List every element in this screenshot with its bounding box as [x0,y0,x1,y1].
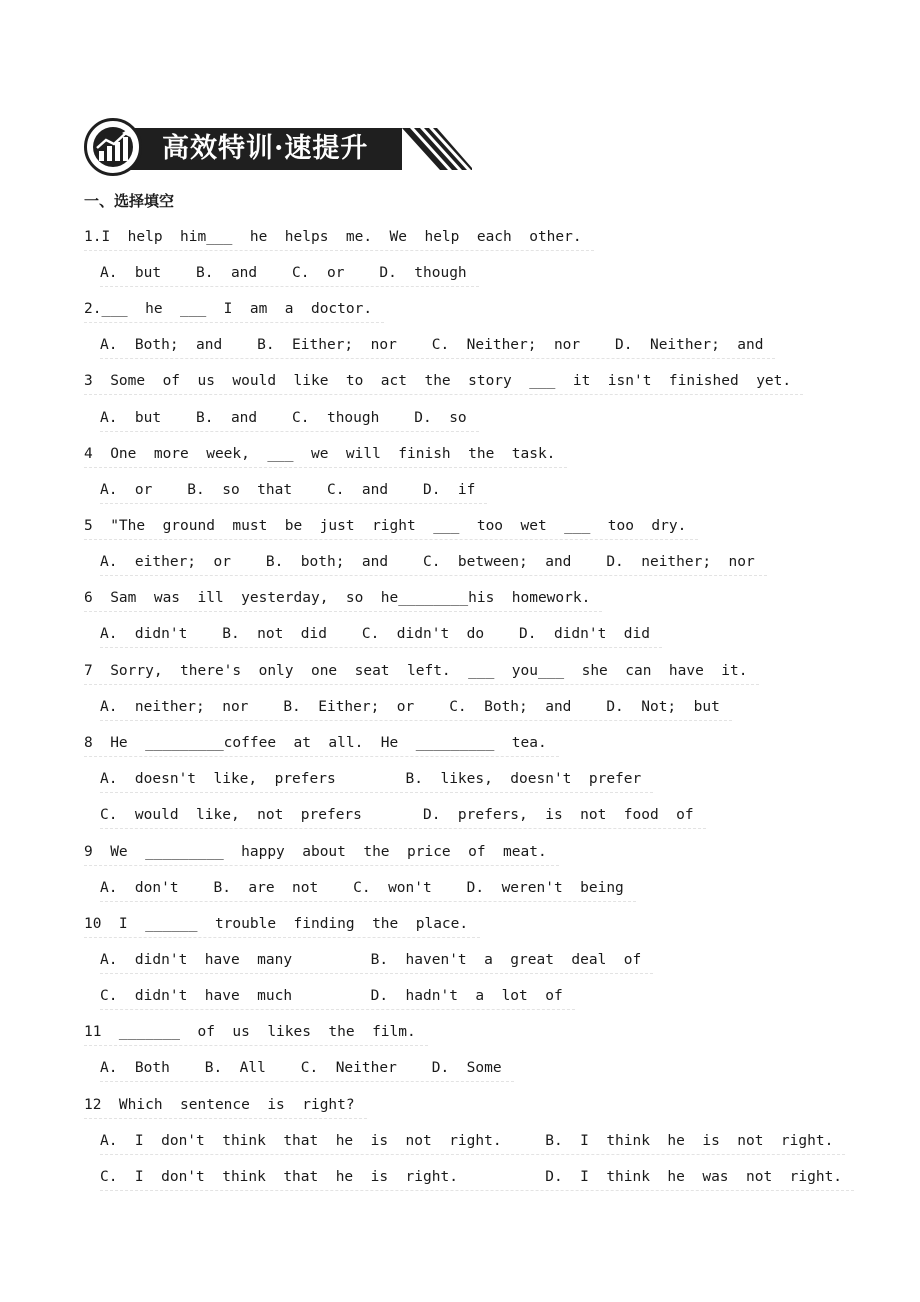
section-banner [84,118,476,178]
question-9: 9 We _________ happy about the price of meat. [84,841,547,863]
question-12: 12 Which sentence is right? [84,1094,355,1116]
options-8-ab: A. doesn't like, prefers B. likes, doesn't prefer [100,768,641,790]
options-11: A. Both B. All C. Neither D. Some [100,1057,502,1079]
options-7: A. neither; nor B. Either; or C. Both; and D. Not; but [100,696,720,718]
options-12-ab: A. I don't think that he is not right. B. I think he is not right. [100,1130,833,1152]
question-1: 1.I help him___ he helps me. We help each other. [84,226,582,248]
options-6: A. didn't B. not did C. didn't do D. didn't did [100,623,650,645]
banner-icon-circle [84,118,142,176]
question-3: 3 Some of us would like to act the story ___ it isn't finished yet. [84,370,791,392]
options-12-cd: C. I don't think that he is right. D. I think he was not right. [100,1166,842,1188]
growth-chart-icon [87,121,139,173]
question-8: 8 He _________coffee at all. He _________ tea. [84,732,547,754]
options-8-cd: C. would like, not prefers D. prefers, is not food of [100,804,694,826]
banner-stripes [402,128,472,170]
question-10: 10 I ______ trouble finding the place. [84,913,468,935]
question-2: 2.___ he ___ I am a doctor. [84,298,372,320]
section-heading: 一、选择填空 [84,192,175,210]
question-4: 4 One more week, ___ we will finish the task. [84,443,555,465]
banner-title: 高效特训·速提升 [162,133,369,164]
options-4: A. or B. so that C. and D. if [100,479,475,501]
options-2: A. Both; and B. Either; nor C. Neither; nor D. Neither; and [100,334,763,356]
options-10-cd: C. didn't have much D. hadn't a lot of [100,985,563,1007]
question-7: 7 Sorry, there's only one seat left. ___ you___ she can have it. [84,660,747,682]
options-1: A. but B. and C. or D. though [100,262,467,284]
question-11: 11 _______ of us likes the film. [84,1021,416,1043]
options-5: A. either; or B. both; and C. between; and D. neither; nor [100,551,755,573]
question-6: 6 Sam was ill yesterday, so he________his homework. [84,587,590,609]
question-5: 5 "The ground must be just right ___ too wet ___ too dry. [84,515,686,537]
options-9: A. don't B. are not C. won't D. weren't being [100,877,624,899]
options-3: A. but B. and C. though D. so [100,407,467,429]
options-10-ab: A. didn't have many B. haven't a great deal of [100,949,641,971]
